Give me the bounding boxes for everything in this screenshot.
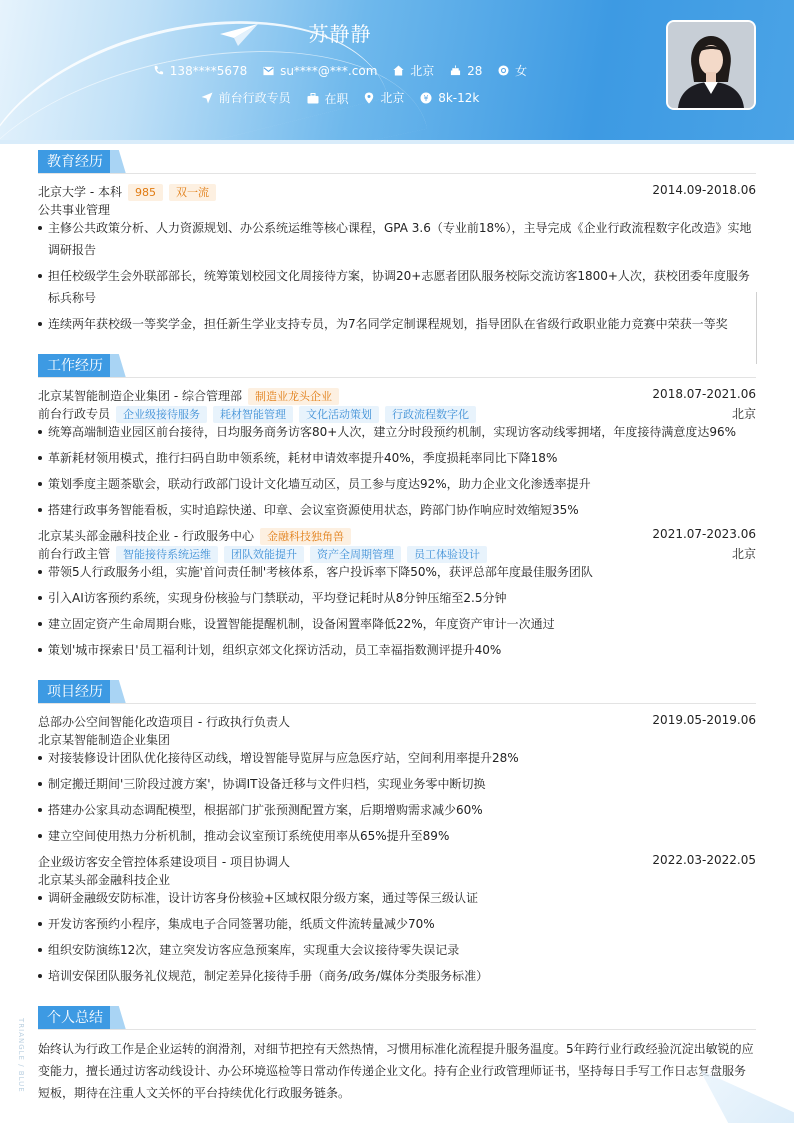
briefcase-icon [307, 93, 319, 104]
skill-tag: 企业级接待服务 [116, 406, 207, 423]
candidate-name: 苏静静 [308, 22, 372, 46]
education-section-header [38, 150, 756, 174]
section-rule [38, 173, 756, 174]
project-bullet: 搭建办公家具动态调配模型，根据部门扩张预测配置方案，后期增购需求减少60% [38, 799, 756, 821]
section-tab-decoration [110, 354, 126, 378]
school-tag: 双一流 [169, 184, 216, 201]
age-info [450, 64, 482, 78]
resume-header [0, 0, 794, 140]
section-rule [38, 1029, 756, 1030]
section-tab-decoration [110, 1006, 126, 1030]
project-bullet: 调研金融级安防标准，设计访客身份核验+区域权限分级方案，通过等保三级认证 [38, 887, 756, 909]
project-dates: 2022.03-2022.05 [652, 853, 756, 867]
target-city-info [364, 89, 404, 106]
section-rule [38, 377, 756, 378]
school-name: 北京大学 - 本科 [38, 185, 122, 199]
svg-text:¥: ¥ [423, 93, 429, 103]
email-info [263, 64, 377, 78]
education-bullet: 连续两年获校级一等奖学金，担任新生学业支持专员，为7名同学定制课程规划，指导团队在省级行政职业能力竞赛中荣获一等奖 [38, 313, 756, 335]
company-tag: 金融科技独角兽 [260, 528, 351, 545]
project-bullet: 制定搬迁期间'三阶段过渡方案'，协调IT设备迁移与文件归档，实现业务零中断切换 [38, 773, 756, 795]
major-name: 公共事业管理 [38, 203, 111, 217]
send-icon [201, 92, 213, 104]
work-dates: 2021.07-2023.06 [652, 527, 756, 541]
job-intention-row [0, 89, 680, 107]
project-org: 北京某智能制造企业集团 [38, 733, 171, 747]
education-heading-row [38, 183, 756, 201]
section-rule [38, 703, 756, 704]
work-bullet: 革新耗材领用模式，推行扫码自助申领系统，耗材申请效率提升40%，季度损耗率同比下降18% [38, 447, 756, 469]
project-org: 北京某头部金融科技企业 [38, 873, 171, 887]
education-bullet: 担任校级学生会外联部部长，统筹策划校园文化周接待方案，协调20+志愿者团队服务校际交流访客1800+人次，获校团委年度服务标兵称号 [38, 265, 756, 309]
city-info [393, 62, 434, 79]
skill-tag: 行政流程数字化 [385, 406, 476, 423]
company-tag: 制造业龙头企业 [248, 388, 339, 405]
target-city-text: 北京 [380, 91, 405, 105]
skill-tag: 资产全周期管理 [310, 546, 401, 563]
skill-tag: 文化活动策划 [299, 406, 379, 423]
portrait-illustration [668, 22, 754, 108]
work-bullet: 建立固定资产生命周期台账，设置智能提醒机制，设备闲置率降低22%，年度资产审计一次通过 [38, 613, 756, 635]
work-section-header [38, 354, 756, 378]
skill-tag: 智能接待系统运维 [116, 546, 218, 563]
section-tab-decoration [110, 680, 126, 704]
profile-photo [666, 20, 756, 110]
project-bullet: 组织安防演练12次，建立突发访客应急预案库，实现重大会议接待零失误记录 [38, 939, 756, 961]
summary-text: 始终认为行政工作是企业运转的润滑剂，对细节把控有天然热情，习惯用标准化流程提升服务温度。5年跨行业行政经验沉淀出敏锐的应变能力，擅长通过访客动线设计、办公环境巡检等日常动作传递企业文化。持有企业行政管理师证书，坚持每日手写工作日志复盘服务短板，期待在注重人文关怀的平台持续优化行政服务链条。 [38, 1042, 754, 1100]
education-bullet: 主修公共政策分析、人力资源规划、办公系统运维等核心课程，GPA 3.6（专业前18%），主导完成《企业行政流程数字化改造》实地调研报告 [38, 217, 756, 261]
project-title-row [38, 853, 756, 870]
job-target-text: 前台行政专员 [218, 91, 291, 105]
project-title: 总部办公空间智能化改造项目 - 行政执行负责人 [38, 715, 290, 729]
work-bullet: 策划'城市探索日'员工福利计划，组织京郊文化探访活动，员工幸福指数测评提升40% [38, 639, 756, 661]
project-title-row [38, 713, 756, 730]
company-name: 北京某头部金融科技企业 - 行政服务中心 [38, 529, 254, 543]
summary-section-header [38, 1006, 756, 1030]
decorative-vertical-line [756, 292, 757, 364]
location-icon [364, 92, 374, 104]
education-section-title: 教育经历 [38, 150, 112, 174]
section-tab-decoration [110, 150, 126, 174]
work-bullet: 策划季度主题茶歇会，联动行政部门设计文化墙互动区，员工参与度达92%，助力企业文化渗透率提升 [38, 473, 756, 495]
work-bullet: 统筹高端制造业园区前台接待，日均服务商务访客80+人次，建立分时段预约机制，实现访客动线零拥堵，年度接待满意度达96% [38, 421, 756, 443]
phone-text: 138****5678 [169, 63, 248, 78]
work-company-row [38, 527, 756, 545]
side-watermark: TRIANGLE / BLUE [17, 1018, 25, 1093]
project-section-title: 项目经历 [38, 680, 112, 704]
project-bullet: 开发访客预约小程序，集成电子合同签署功能，纸质文件流转量减少70% [38, 913, 756, 935]
age-icon [450, 65, 461, 76]
project-section-header [38, 680, 756, 704]
work-bullet: 带领5人行政服务小组，实施'首问责任制'考核体系，客户投诉率下降50%，获评总部年度最佳服务团队 [38, 561, 756, 583]
city-text: 北京 [410, 64, 435, 78]
work-location: 北京 [731, 547, 756, 561]
salary-text: 8k-12k [438, 90, 480, 105]
phone-icon [153, 65, 164, 76]
gender-text: 女 [515, 64, 528, 78]
money-icon [420, 92, 432, 104]
contact-row [0, 62, 680, 79]
school-tag: 985 [128, 184, 163, 201]
project-dates: 2019.05-2019.06 [652, 713, 756, 727]
status-info [307, 90, 349, 107]
email-text: su****@***.com [280, 64, 378, 78]
skill-tag: 团队效能提升 [224, 546, 304, 563]
job-target-info [201, 89, 291, 106]
project-bullet: 建立空间使用热力分析机制，推动会议室预订系统使用率从65%提升至89% [38, 825, 756, 847]
skill-tag: 耗材智能管理 [213, 406, 293, 423]
gender-icon [498, 65, 509, 76]
status-text: 在职 [324, 91, 349, 106]
work-section-title: 工作经历 [38, 354, 112, 378]
skill-tag: 员工体验设计 [407, 546, 487, 563]
project-title: 企业级访客安全管控体系建设项目 - 项目协调人 [38, 855, 290, 869]
phone-info [153, 64, 247, 78]
gender-info [498, 62, 527, 79]
job-role: 前台行政主管 [38, 547, 111, 561]
work-dates: 2018.07-2021.06 [652, 387, 756, 401]
work-location: 北京 [731, 407, 756, 421]
work-bullet: 搭建行政事务智能看板，实时追踪快递、印章、会议室资源使用状态，跨部门协作响应时效缩短35% [38, 499, 756, 521]
company-name: 北京某智能制造企业集团 - 综合管理部 [38, 389, 242, 403]
work-bullet: 引入AI访客预约系统，实现身份核验与门禁联动，平均登记耗时从8分钟压缩至2.5分钟 [38, 587, 756, 609]
header-divider [0, 140, 794, 144]
mail-icon [263, 66, 274, 76]
work-company-row [38, 387, 756, 405]
salary-info [420, 91, 479, 105]
education-dates: 2014.09-2018.06 [652, 183, 756, 197]
home-icon [393, 65, 404, 76]
project-bullet: 培训安保团队服务礼仪规范，制定差异化接待手册（商务/政务/媒体分类服务标准） [38, 965, 756, 987]
summary-section-title: 个人总结 [38, 1006, 112, 1030]
age-text: 28 [467, 63, 483, 78]
project-bullet: 对接装修设计团队优化接待区动线，增设智能导览屏与应急医疗站，空间利用率提升28% [38, 747, 756, 769]
job-role: 前台行政专员 [38, 407, 111, 421]
